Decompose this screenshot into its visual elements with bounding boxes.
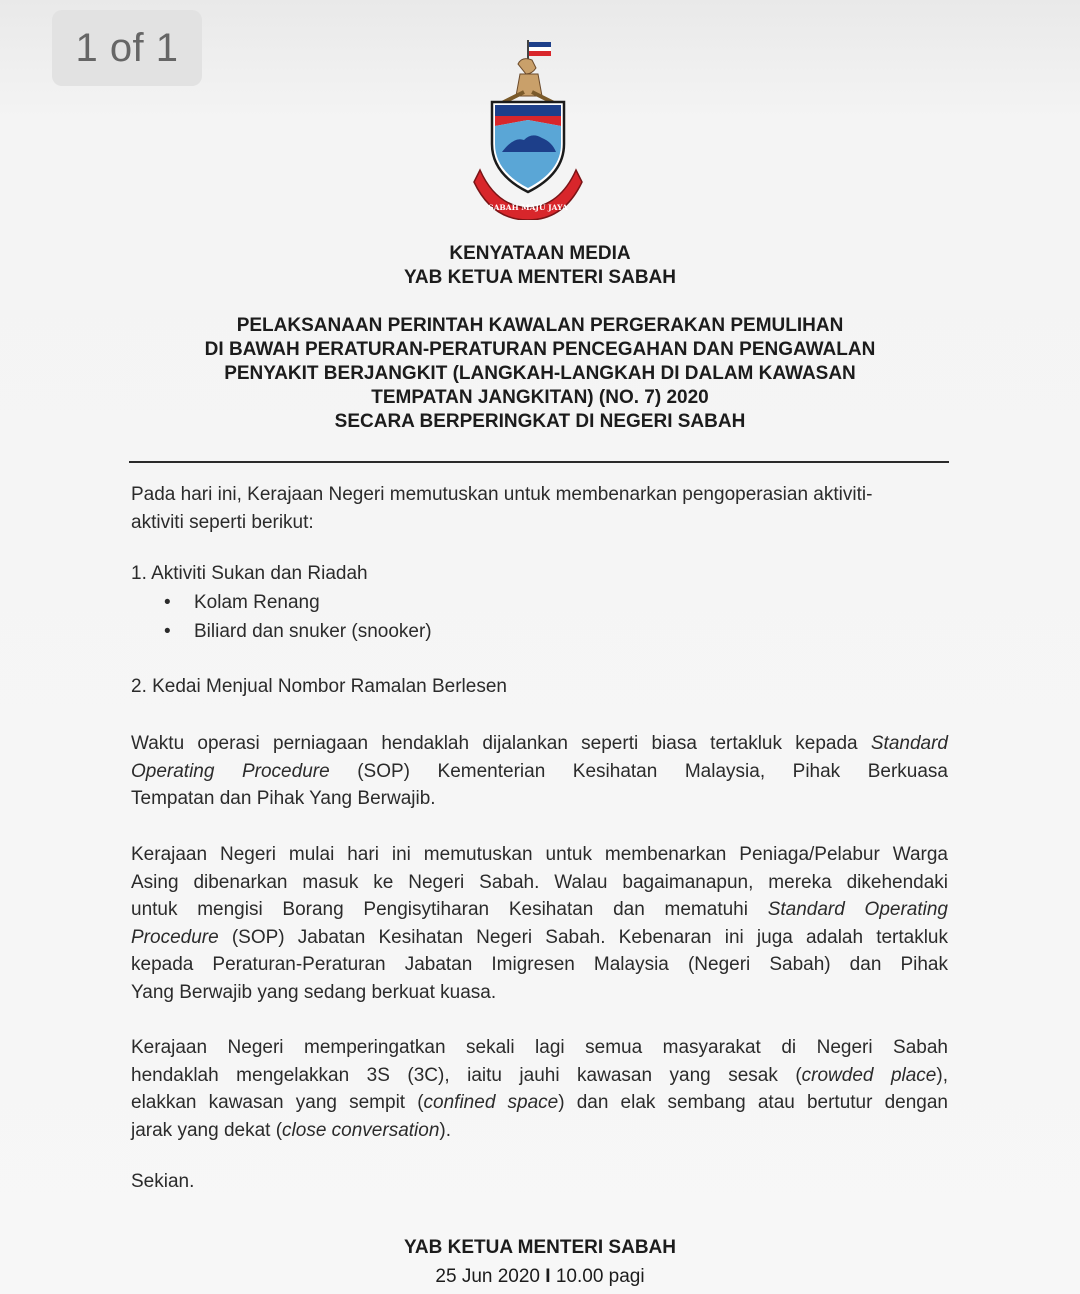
title-line: PELAKSANAAN PERINTAH KAWALAN PERGERAKAN PEMULIHAN (236, 315, 844, 336)
media-statement-heading (0, 242, 1080, 290)
signature-time: 10.00 pagi (555, 1266, 645, 1287)
paragraph-foreign-traders (131, 841, 948, 1006)
text-span: ). (439, 1119, 452, 1141)
text-span: hendaklah mengelakkan 3S (3C), iaitu jauhi kawasan yang sesak ( (131, 1064, 802, 1086)
para-line: Kerajaan Negeri memperingatkan sekali lagi semua masyarakat di Negeri Sabah (131, 1037, 948, 1058)
sub-item-label: Kolam Renang (194, 592, 320, 613)
intro-line: Pada hari ini, Kerajaan Negeri memutuskan untuk membenarkan pengoperasian aktiviti- (131, 484, 873, 505)
heading-line1: KENYATAAN MEDIA (449, 243, 631, 264)
list-item-1: 1. Aktiviti Sukan dan Riadah (131, 563, 368, 584)
italic-span: crowded place (801, 1064, 937, 1086)
bullet-icon: • (164, 621, 171, 642)
bullet-icon: • (164, 592, 171, 613)
para-line: kepada Peraturan-Peraturan Jabatan Imigresen Malaysia (Negeri Sabah) dan Pihak (131, 954, 948, 975)
closing-text (131, 1168, 948, 1196)
para-line: Tempatan dan Pihak Yang Berwajib. (131, 788, 436, 809)
paragraph-operating-hours (131, 730, 948, 813)
sub-list-item (164, 621, 432, 643)
title-line: PENYAKIT BERJANGKIT (LANGKAH-LANGKAH DI DALAM KAWASAN (224, 363, 856, 384)
heading-line2: YAB KETUA MENTERI SABAH (403, 267, 676, 288)
date-separator: I (545, 1266, 551, 1287)
signature-date: 25 Jun 2020 (435, 1266, 540, 1287)
title-line: SECARA BERPERINGKAT DI NEGERI SABAH (334, 411, 746, 432)
list-item-2: 2. Kedai Menjual Nombor Ramalan Berlesen (131, 676, 507, 697)
para-line (131, 1062, 948, 1090)
para-line (131, 896, 948, 924)
signature-name: YAB KETUA MENTERI SABAH (403, 1237, 676, 1258)
title-line: TEMPATAN JANGKITAN) (NO. 7) 2020 (371, 387, 709, 408)
para-line (131, 730, 948, 758)
header-divider (129, 461, 949, 463)
intro-paragraph (131, 481, 948, 536)
italic-span: confined space (423, 1092, 559, 1113)
text-span: (SOP) Jabatan Kesihatan Negeri Sabah. Kebenaran ini juga adalah tertakluk (218, 926, 948, 948)
sabah-crest-logo (466, 34, 590, 220)
para-line: Asing dibenarkan masuk ke Negeri Sabah. Walau bagaimanapun, mereka dikehendaki (131, 871, 948, 893)
para-line (131, 924, 948, 952)
paragraph-3c-reminder (131, 1034, 948, 1144)
sub-item-label: Biliard dan snuker (snooker) (194, 621, 432, 642)
text-span: untuk mengisi Borang Pengisytiharan Kesihatan dan mematuhi (131, 899, 768, 920)
italic-span: close conversation (282, 1119, 440, 1141)
italic-span: Operating Procedure (131, 760, 330, 782)
para-line (131, 1089, 948, 1117)
document-title (0, 314, 1080, 434)
text-span: ), (936, 1064, 948, 1086)
closing-line: Sekian. (131, 1171, 195, 1192)
text-span: ) dan elak sembang atau bertutur dengan (558, 1092, 948, 1113)
text-span: jarak yang dekat ( (131, 1119, 283, 1141)
para-line (131, 1117, 948, 1145)
para-line: Yang Berwajib yang sedang berkuat kuasa. (131, 981, 497, 1003)
italic-span: Standard Operating (767, 899, 948, 920)
text-span: elakkan kawasan yang sempit ( (131, 1092, 424, 1113)
intro-line: aktiviti seperti berikut: (131, 511, 314, 533)
sub-list-item (164, 592, 320, 614)
page-indicator: 1 of 1 (52, 10, 202, 86)
crest-motto: SABAH MAJU JAYA (488, 203, 568, 212)
title-line: DI BAWAH PERATURAN-PERATURAN PENCEGAHAN DAN PENGAWALAN (204, 339, 876, 360)
signature-datetime (0, 1266, 1080, 1288)
text-span: (SOP) Kementerian Kesihatan Malaysia, Pihak Berkuasa (329, 760, 948, 782)
italic-span: Procedure (131, 926, 219, 948)
italic-span: Standard (870, 733, 948, 754)
para-line (131, 758, 948, 786)
para-line: Kerajaan Negeri mulai hari ini memutuskan untuk membenarkan Peniaga/Pelabur Warga (131, 844, 948, 865)
text-span: Waktu operasi perniagaan hendaklah dijalankan seperti biasa tertakluk kepada (131, 733, 871, 754)
